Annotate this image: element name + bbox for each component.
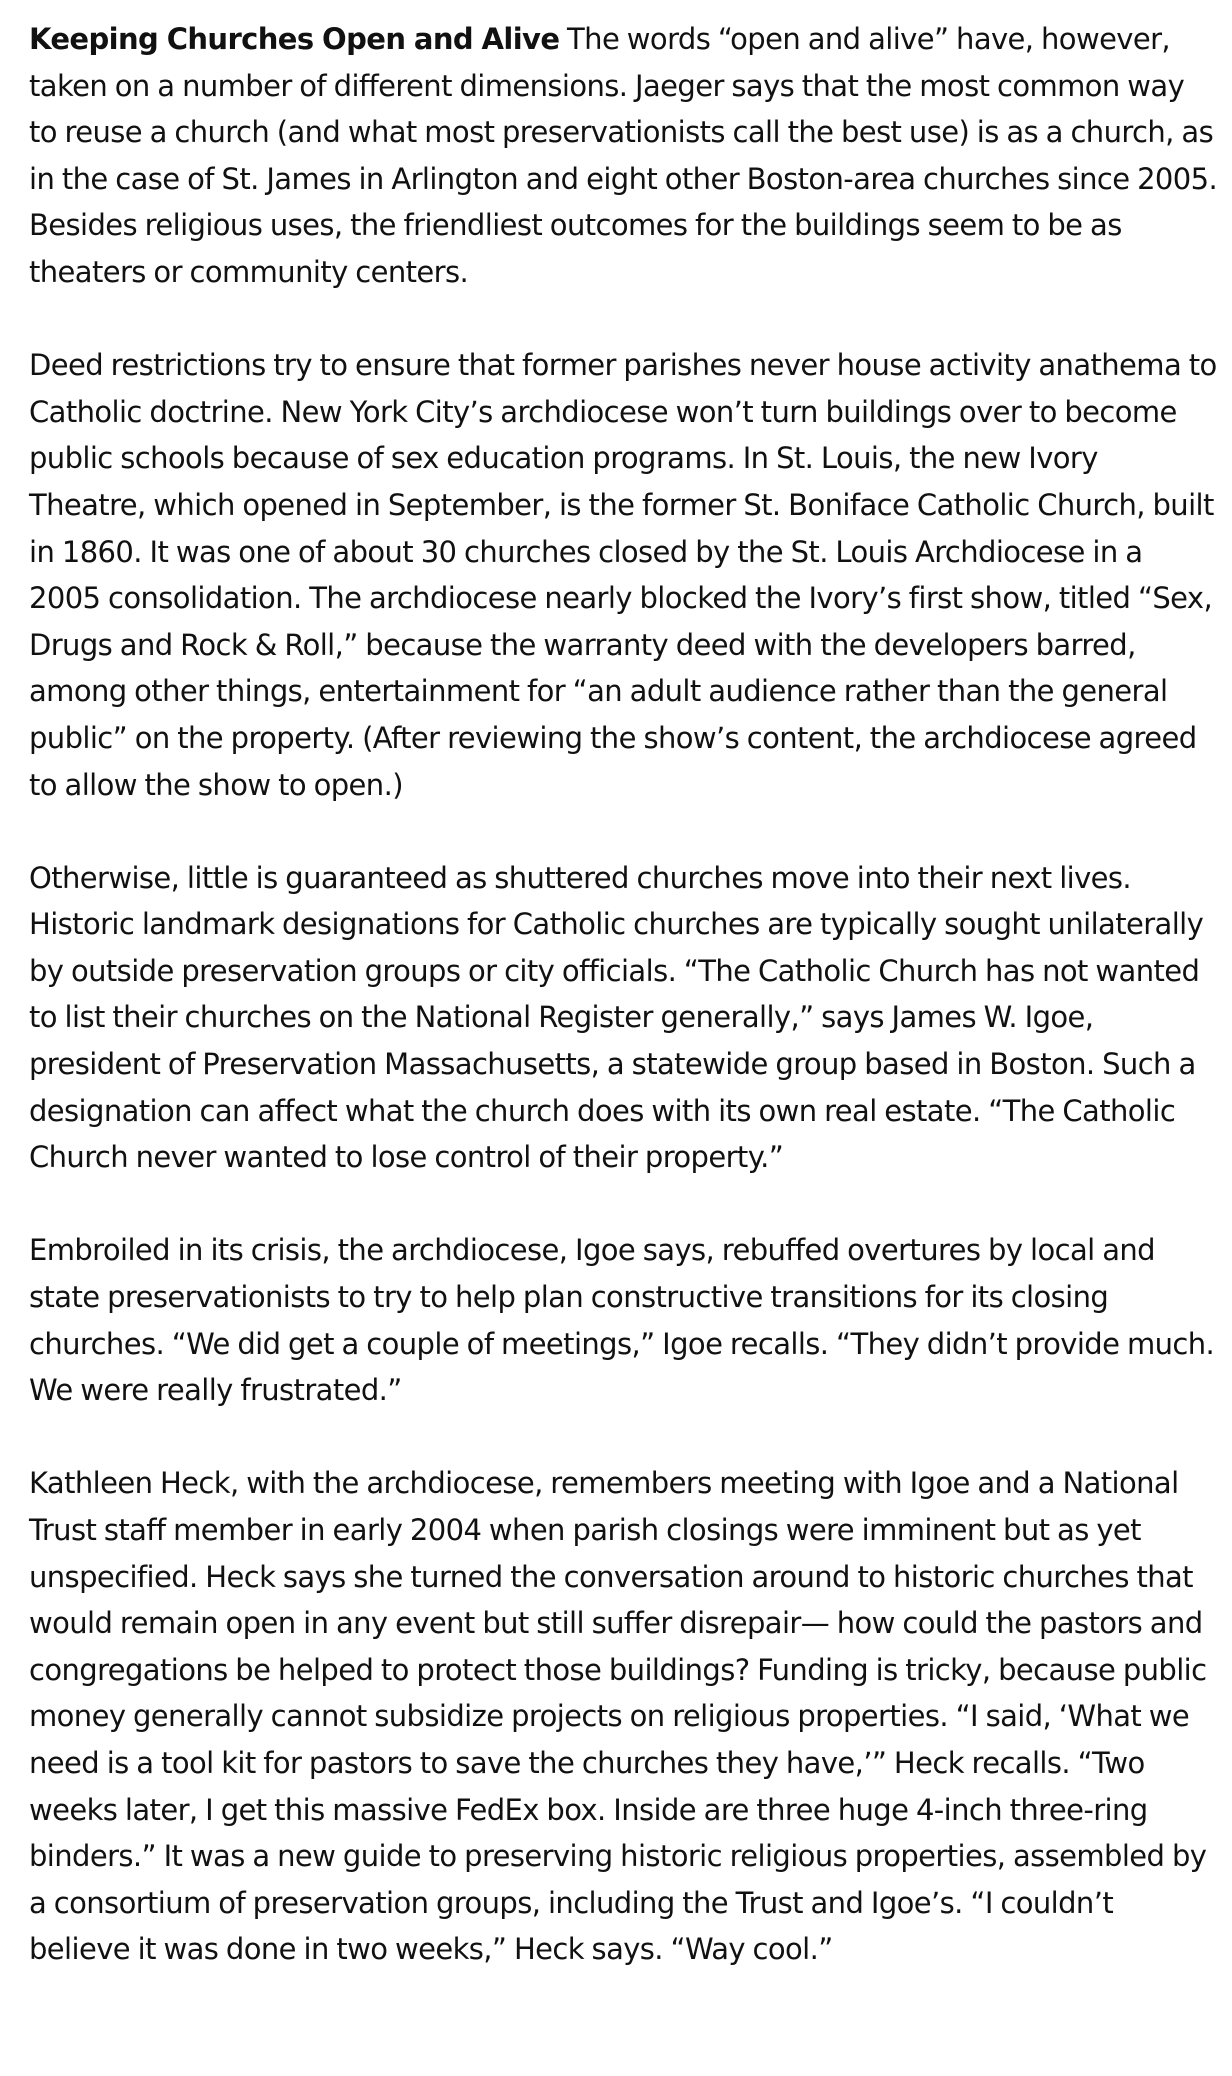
paragraph-4: Embroiled in its crisis, the archdiocese, Igoe says, rebuffed overtures by local and state preservationists to try to help plan constructive transitions for its closing churches. “We did get a couple of meetings,” Igoe recalls. “They didn’t provide much. We were really frustrated.” bbox=[29, 1233, 1215, 1408]
paragraph-3: Otherwise, little is guaranteed as shuttered churches move into their next lives. Historic landmark designations for Catholic churches are typically sought unilaterally by outside preservation groups or city officials. “The Catholic Church has not wanted to list their churches on the National Register generally,” says James W. Igoe, president of Preservation Massachusetts, a statewide group based in Boston. Such a designation can affect what the church does with its own real estate. “The Catholic Church never wanted to lose control of their property.” bbox=[29, 860, 1204, 1175]
paragraph-2: Deed restrictions try to ensure that former parishes never house activity anathema to Catholic doctrine. New York City’s archdiocese won’t turn buildings over to become public schools because of sex education programs. In St. Louis, the new Ivory Theatre, which opened in September, is the former St. Boniface Catholic Church, built in 1860. It was one of about 30 churches closed by the St. Louis Archdiocese in a 2005 consolidation. The archdiocese nearly blocked the Ivory’s first show, titled “Sex, Drugs and Rock & Roll,” because the warranty deed with the developers barred, among other things, entertainment for “an adult audience rather than the general public” on the property. (After reviewing the show’s content, the archdiocese agreed to allow the show to open.) bbox=[29, 348, 1217, 802]
paragraph-1-text: The words “open and alive” have, however, taken on a number of different dimensions. Jaeger says that the most common way to reuse a church (and what most preservationists call the best use) is as a church, as in the case of St. James in Arlington and eight other Boston-area churches since 2005. Besides religious uses, the friendliest outcomes for the buildings seem to be as theaters or community centers. bbox=[29, 22, 1218, 289]
article-body bbox=[29, 16, 1219, 1973]
section-heading: Keeping Churches Open and Alive bbox=[29, 22, 560, 56]
paragraph-1 bbox=[29, 16, 1219, 296]
paragraph-5: Kathleen Heck, with the archdiocese, remembers meeting with Igoe and a National Trust staff member in early 2004 when parish closings were imminent but as yet unspecified. Heck says she turned the conversation around to historic churches that would remain open in any event but still suffer disrepair— how could the pastors and congregations be helped to protect those buildings? Funding is tricky, because public money generally cannot subsidize projects on religious properties. “I said, ‘What we need is a tool kit for pastors to save the churches they have,’” Heck recalls. “Two weeks later, I get this massive FedEx box. Inside are three huge 4-inch three-ring binders.” It was a new guide to preserving historic religious properties, assembled by a consortium of preservation groups, including the Trust and Igoe’s. “I couldn’t believe it was done in two weeks,” Heck says. “Way cool.” bbox=[29, 1466, 1207, 1967]
